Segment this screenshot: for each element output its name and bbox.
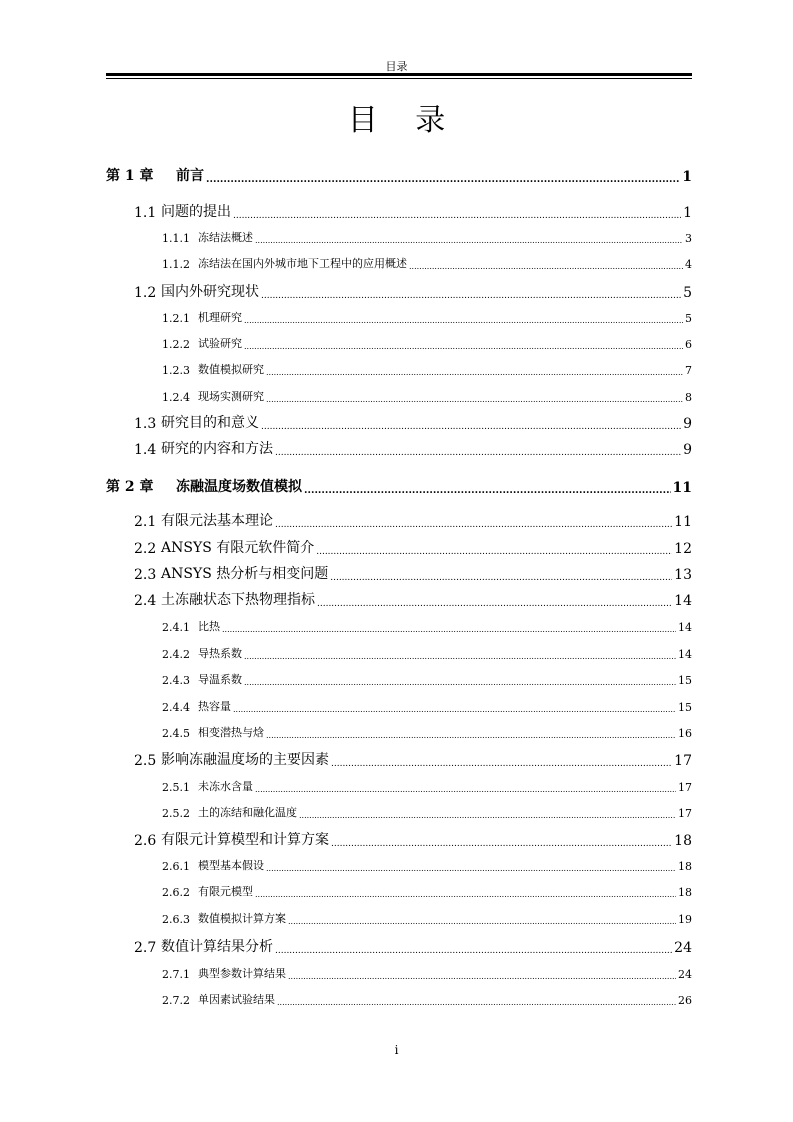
toc-section-entry[interactable] xyxy=(134,510,692,530)
toc-entry-page: 14 xyxy=(674,593,692,609)
toc-dot-leader xyxy=(206,165,680,185)
toc-entry-title: 问题的提出 xyxy=(161,204,231,220)
toc-subsection-entry[interactable] xyxy=(162,724,692,740)
toc-dot-leader xyxy=(255,883,676,899)
toc-subsection-entry[interactable] xyxy=(162,991,692,1007)
toc-dot-leader xyxy=(255,229,683,245)
toc-entry-title: 典型参数计算结果 xyxy=(198,967,286,980)
toc-dot-leader xyxy=(233,201,681,221)
toc-chapter-entry[interactable] xyxy=(106,165,692,185)
toc-subsection-entry[interactable] xyxy=(162,645,692,661)
toc-entry-page: 24 xyxy=(674,940,692,956)
toc-dot-leader xyxy=(304,476,671,496)
toc-dot-leader xyxy=(409,255,683,271)
toc-subsection-entry[interactable] xyxy=(162,778,692,794)
toc-section-entry[interactable] xyxy=(134,563,692,583)
toc-entry-title: 数值模拟研究 xyxy=(198,363,264,376)
toc-subsection-entry[interactable] xyxy=(162,388,692,404)
toc-entry-number: 1.2.3 xyxy=(162,364,190,377)
toc-entry-title: 土的冻结和融化温度 xyxy=(198,806,297,819)
toc-dot-leader xyxy=(244,671,676,687)
toc-entry-page: 6 xyxy=(685,338,692,351)
toc-dot-leader xyxy=(222,618,676,634)
toc-entry-number: 2.4.1 xyxy=(162,621,190,634)
toc-entry-number: 2.4.5 xyxy=(162,727,190,740)
toc-section-entry[interactable] xyxy=(134,537,692,557)
toc-entry-number: 2.5.1 xyxy=(162,781,190,794)
toc-entry-page: 17 xyxy=(678,807,692,820)
toc-subsection-entry[interactable] xyxy=(162,335,692,351)
toc-entry-title: 试验研究 xyxy=(198,337,242,350)
toc-entry-number: 1.1.2 xyxy=(162,258,190,271)
toc-entry-title: 冻结法在国内外城市地下工程中的应用概述 xyxy=(198,257,407,270)
toc-entry-number: 1.1 xyxy=(134,205,157,221)
toc-entry-number: 1.1.1 xyxy=(162,232,190,245)
toc-dot-leader xyxy=(288,910,676,926)
toc-entry-page: 18 xyxy=(674,833,692,849)
toc-entry-page: 15 xyxy=(678,674,692,687)
toc-entry-number: 1.3 xyxy=(134,416,157,432)
toc-entry-page: 15 xyxy=(678,701,692,714)
toc-entry-number: 2.3 xyxy=(134,567,157,583)
toc-dot-leader xyxy=(244,335,683,351)
toc-dot-leader xyxy=(261,412,681,432)
toc-entry-title: ANSYS 有限元软件简介 xyxy=(161,540,315,556)
toc-dot-leader xyxy=(331,829,672,849)
toc-section-entry[interactable] xyxy=(134,201,692,221)
toc-entry-number: 2.4.2 xyxy=(162,648,190,661)
toc-section-entry[interactable] xyxy=(134,936,692,956)
toc-entry-title: 前言 xyxy=(176,168,204,184)
toc-entry-title: ANSYS 热分析与相变问题 xyxy=(161,566,329,582)
toc-dot-leader xyxy=(316,537,672,557)
toc-subsection-entry[interactable] xyxy=(162,883,692,899)
toc-entry-title: 有限元法基本理论 xyxy=(161,513,273,529)
toc-section-entry[interactable] xyxy=(134,438,692,458)
toc-entry-title: 模型基本假设 xyxy=(198,859,264,872)
toc-entry-number: 2.4 xyxy=(134,593,157,609)
toc-entry-page: 11 xyxy=(674,514,692,530)
toc-dot-leader xyxy=(266,857,676,873)
toc-entry-page: 5 xyxy=(683,285,692,301)
toc-entry-page: 9 xyxy=(683,442,692,458)
toc-dot-leader xyxy=(288,965,676,981)
toc-dot-leader xyxy=(317,589,672,609)
toc-entry-title: 研究目的和意义 xyxy=(161,415,259,431)
toc-dot-leader xyxy=(275,438,681,458)
toc-entry-number: 2.5 xyxy=(134,753,157,769)
toc-entry-page: 13 xyxy=(674,567,692,583)
toc-subsection-entry[interactable] xyxy=(162,361,692,377)
toc-dot-leader xyxy=(233,698,676,714)
toc-entry-page: 18 xyxy=(678,860,692,873)
toc-entry-title: 土冻融状态下热物理指标 xyxy=(161,592,315,608)
toc-subsection-entry[interactable] xyxy=(162,618,692,634)
toc-entry-number: 第 1 章 xyxy=(106,168,154,184)
toc-entry-number: 2.6.1 xyxy=(162,860,190,873)
toc-entry-number: 2.7 xyxy=(134,940,157,956)
toc-section-entry[interactable] xyxy=(134,412,692,432)
toc-dot-leader xyxy=(299,804,676,820)
page-number: i xyxy=(394,1043,399,1057)
toc-dot-leader xyxy=(244,309,683,325)
toc-entry-number: 2.5.2 xyxy=(162,807,190,820)
toc-entry-number: 2.2 xyxy=(134,541,157,557)
running-header: 目录 xyxy=(385,60,408,73)
toc-dot-leader xyxy=(331,749,672,769)
toc-title: 目 录 xyxy=(347,103,460,138)
toc-entry-title: 国内外研究现状 xyxy=(161,284,259,300)
toc-subsection-entry[interactable] xyxy=(162,698,692,714)
toc-entry-page: 1 xyxy=(683,205,692,221)
toc-entry-number: 2.1 xyxy=(134,514,157,530)
toc-chapter-entry[interactable] xyxy=(106,476,692,496)
toc-dot-leader xyxy=(266,724,676,740)
toc-entry-page: 1 xyxy=(682,169,692,185)
toc-entry-page: 9 xyxy=(683,416,692,432)
toc-entry-page: 7 xyxy=(685,364,692,377)
toc-entry-page: 12 xyxy=(674,541,692,557)
toc-dot-leader xyxy=(261,281,681,301)
toc-entry-number: 2.4.4 xyxy=(162,701,190,714)
toc-subsection-entry[interactable] xyxy=(162,910,692,926)
toc-entry-number: 1.4 xyxy=(134,442,157,458)
toc-entry-page: 26 xyxy=(678,994,692,1007)
toc-entry-title: 单因素试验结果 xyxy=(198,993,275,1006)
toc-entry-title: 研究的内容和方法 xyxy=(161,441,273,457)
toc-entry-title: 数值计算结果分析 xyxy=(161,939,273,955)
toc-entry-title: 导温系数 xyxy=(198,673,242,686)
toc-entry-title: 比热 xyxy=(198,620,220,633)
toc-section-entry[interactable] xyxy=(134,749,692,769)
toc-dot-leader xyxy=(275,510,672,530)
toc-entry-title: 导热系数 xyxy=(198,647,242,660)
toc-entry-number: 1.2.1 xyxy=(162,312,190,325)
toc-entry-title: 有限元模型 xyxy=(198,885,253,898)
toc-section-entry[interactable] xyxy=(134,281,692,301)
toc-entry-title: 机理研究 xyxy=(198,311,242,324)
toc-entry-title: 未冻水含量 xyxy=(198,780,253,793)
toc-entry-page: 17 xyxy=(674,753,692,769)
toc-entry-number: 2.7.2 xyxy=(162,994,190,1007)
toc-entry-number: 2.6.2 xyxy=(162,886,190,899)
toc-dot-leader xyxy=(266,361,683,377)
toc-entry-number: 2.6.3 xyxy=(162,913,190,926)
toc-entry-page: 11 xyxy=(672,480,692,496)
toc-section-entry[interactable] xyxy=(134,829,692,849)
toc-entry-number: 1.2 xyxy=(134,285,157,301)
toc-entry-page: 3 xyxy=(685,232,692,245)
toc-entry-page: 18 xyxy=(678,886,692,899)
toc-entry-page: 5 xyxy=(685,312,692,325)
toc-entry-page: 8 xyxy=(685,391,692,404)
toc-dot-leader xyxy=(330,563,672,583)
toc-entry-page: 17 xyxy=(678,781,692,794)
toc-entry-number: 1.2.2 xyxy=(162,338,190,351)
toc-dot-leader xyxy=(277,991,676,1007)
toc-entry-title: 冻融温度场数值模拟 xyxy=(176,479,302,495)
toc-subsection-entry[interactable] xyxy=(162,857,692,873)
toc-dot-leader xyxy=(275,936,672,956)
toc-entry-page: 4 xyxy=(685,258,692,271)
toc-entry-title: 冻结法概述 xyxy=(198,231,253,244)
toc-entry-page: 14 xyxy=(678,621,692,634)
toc-subsection-entry[interactable] xyxy=(162,229,692,245)
toc-entry-title: 热容量 xyxy=(198,700,231,713)
toc-entry-title: 现场实测研究 xyxy=(198,390,264,403)
toc-entry-number: 1.2.4 xyxy=(162,391,190,404)
toc-dot-leader xyxy=(255,778,676,794)
toc-entry-page: 14 xyxy=(678,648,692,661)
toc-subsection-entry[interactable] xyxy=(162,309,692,325)
toc-entry-number: 第 2 章 xyxy=(106,479,154,495)
toc-entry-title: 影响冻融温度场的主要因素 xyxy=(161,752,329,768)
toc-dot-leader xyxy=(244,645,676,661)
toc-subsection-entry[interactable] xyxy=(162,804,692,820)
toc-entry-page: 19 xyxy=(678,913,692,926)
toc-section-entry[interactable] xyxy=(134,589,692,609)
toc-entry-title: 相变潜热与焓 xyxy=(198,726,264,739)
toc-subsection-entry[interactable] xyxy=(162,671,692,687)
toc-entry-title: 数值模拟计算方案 xyxy=(198,912,286,925)
toc-entry-title: 有限元计算模型和计算方案 xyxy=(161,832,329,848)
toc-entry-page: 16 xyxy=(678,727,692,740)
toc-dot-leader xyxy=(266,388,683,404)
toc-entry-number: 2.4.3 xyxy=(162,674,190,687)
toc-entry-page: 24 xyxy=(678,968,692,981)
toc-entry-number: 2.6 xyxy=(134,833,157,849)
toc-subsection-entry[interactable] xyxy=(162,255,692,271)
toc-subsection-entry[interactable] xyxy=(162,965,692,981)
toc-entry-number: 2.7.1 xyxy=(162,968,190,981)
